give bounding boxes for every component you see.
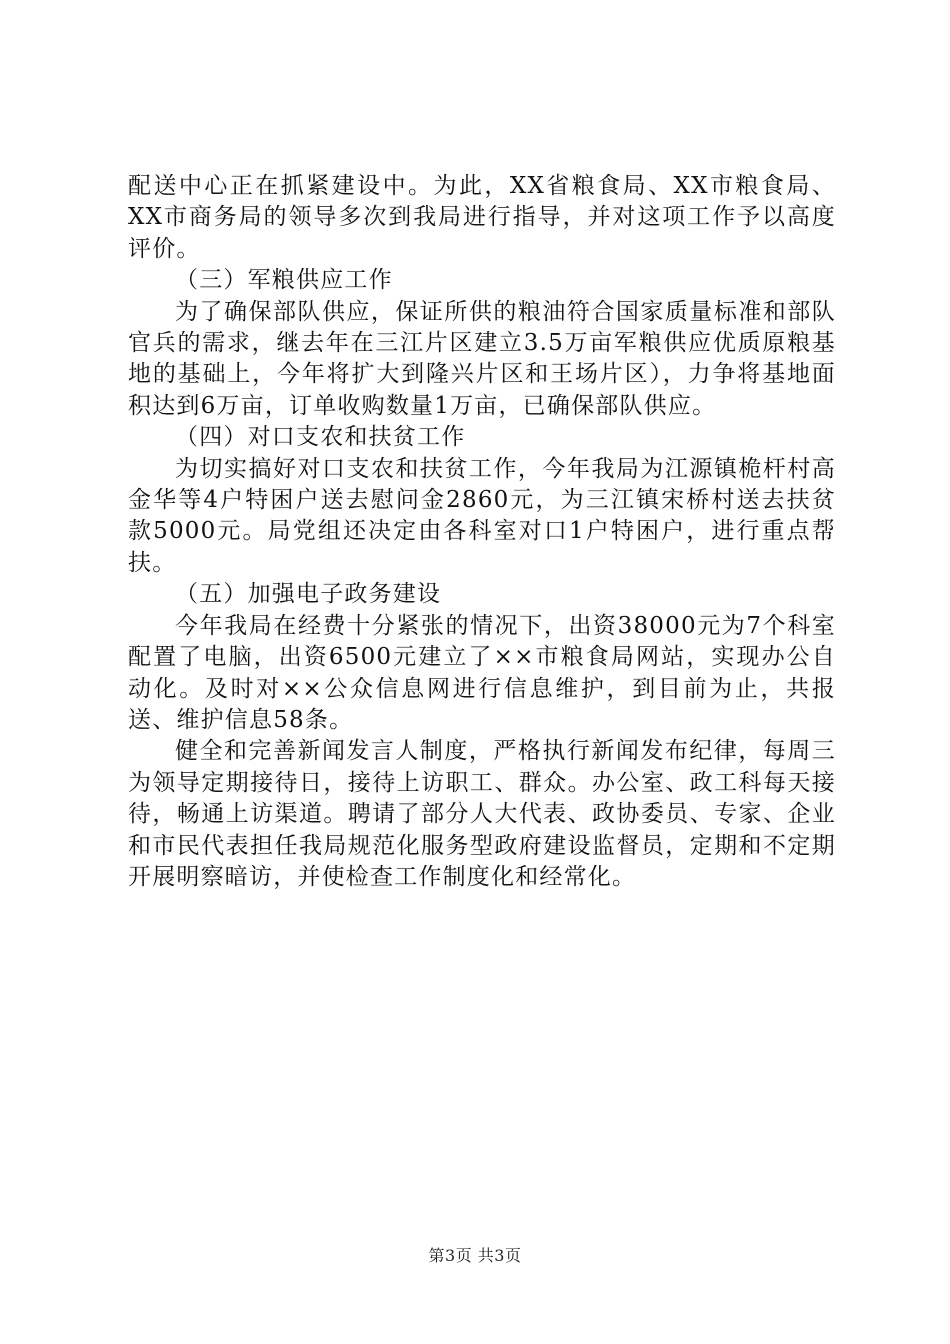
section-heading-4: （四）对口支农和扶贫工作 <box>175 424 466 451</box>
paragraph-military-grain: 为了确保部队供应，保证所供的粮油符合国家质量标准和部队官兵的需求，继去年在三江片区建立3.5万亩军粮供应优质原粮基地的基础上，今年将扩大到隆兴片区和王场片区），力争将基地面积达到6万亩，订单收购数量1万亩，已确保部队供应。 <box>128 298 836 419</box>
paragraph-spokesperson-system: 健全和完善新闻发言人制度，严格执行新闻发布纪律，每周三为领导定期接待日，接待上访职工、群众。办公室、政工科每天接待，畅通上访渠道。聘请了部分人大代表、政协委员、专家、企业和市民代表担任我局规范化服务型政府建设监督员，定期和不定期开展明察暗访，并使检查工作制度化和经常化。 <box>128 738 836 890</box>
page-footer: 第3页 共3页 <box>428 1246 522 1265</box>
paragraph-e-government: 今年我局在经费十分紧张的情况下，出资38000元为7个科室配置了电脑，出资6500元建立了××市粮食局网站，实现办公自动化。及时对××公众信息网进行信息维护，到目前为止，共报送、维护信息58条。 <box>128 612 836 733</box>
paragraph-poverty-relief: 为切实搞好对口支农和扶贫工作，今年我局为江源镇桅杆村高金华等4户特困户送去慰问金2860元，为三江镇宋桥村送去扶贫款5000元。局党组还决定由各科室对口1户特困户，进行重点帮扶。 <box>128 455 836 576</box>
section-heading-5: （五）加强电子政务建设 <box>175 581 442 608</box>
section-heading-3: （三）军粮供应工作 <box>175 267 393 294</box>
document-body <box>128 171 836 893</box>
paragraph-continuation: 配送中心正在抓紧建设中。为此，XX省粮食局、XX市粮食局、XX市商务局的领导多次到我局进行指导，并对这项工作予以高度评价。 <box>128 173 836 262</box>
